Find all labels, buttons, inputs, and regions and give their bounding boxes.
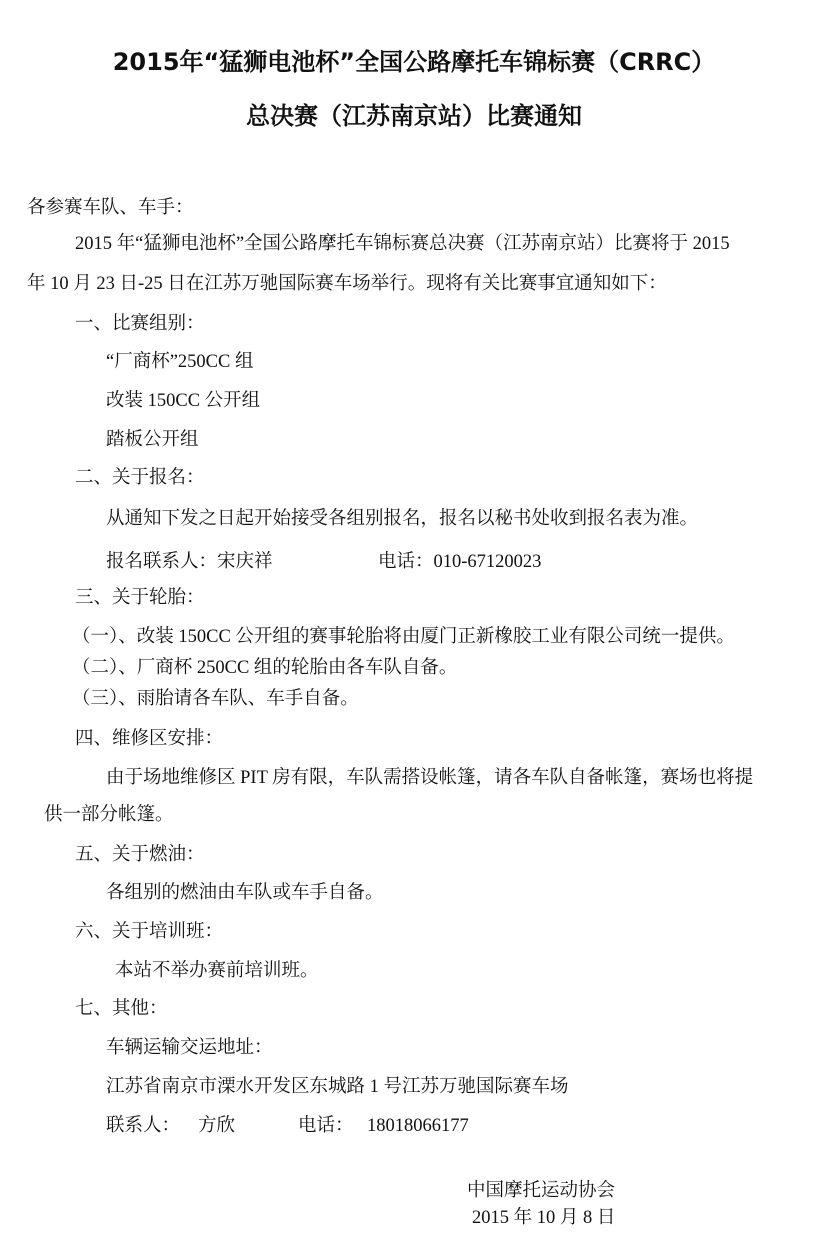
salutation: 各参赛车队、车手： xyxy=(27,198,194,218)
section7-contact-label: 联系人： xyxy=(106,1116,181,1136)
section1-item-2: 改装 150CC 公开组 xyxy=(106,391,261,411)
section3-heading: 三、关于轮胎： xyxy=(75,588,205,608)
section2-contact: 报名联系人：宋庆祥 xyxy=(106,552,273,572)
section1-item-3: 踏板公开组 xyxy=(106,430,199,450)
document-title-line1: 2015年“猛狮电池杯”全国公路摩托车锦标赛（CRRC） xyxy=(112,48,716,76)
intro-line-1: 2015 年“猛狮电池杯”全国公路摩托车锦标赛总决赛（江苏南京站）比赛将于 2015 xyxy=(75,234,730,254)
section7-contact-name: 方欣 xyxy=(198,1116,236,1136)
section3-item-2: （二）、厂商杯 250CC 组的轮胎由各车队自备。 xyxy=(72,658,458,678)
section3-item-1: （一）、改装 150CC 公开组的赛事轮胎将由厦门正新橡胶工业有限公司统一提供。 xyxy=(72,627,735,647)
section1-heading: 一、比赛组别： xyxy=(75,314,205,334)
section6-text: 本站不举办赛前培训班。 xyxy=(115,961,319,981)
section2-heading: 二、关于报名： xyxy=(75,468,205,488)
section7-phone-label: 电话： xyxy=(298,1116,354,1136)
section5-heading: 五、关于燃油： xyxy=(75,845,205,865)
section7-address: 江苏省南京市溧水开发区东城路 1 号江苏万驰国际赛车场 xyxy=(106,1077,569,1097)
section1-item-1: “厂商杯”250CC 组 xyxy=(106,352,254,372)
section3-item-3: （三）、雨胎请各车队、车手自备。 xyxy=(72,689,359,709)
signature-date: 2015 年 10 月 8 日 xyxy=(472,1208,616,1228)
intro-line-2: 年 10 月 23 日-25 日在江苏万驰国际赛车场举行。现将有关比赛事宜通知如下： xyxy=(27,274,667,294)
section4-text-line-2: 供一部分帐篷。 xyxy=(44,805,174,825)
section2-text: 从通知下发之日起开始接受各组别报名，报名以秘书处收到报名表为准。 xyxy=(106,509,699,529)
section7-transport-label: 车辆运输交运地址： xyxy=(106,1038,273,1058)
section6-heading: 六、关于培训班： xyxy=(75,922,224,942)
signature-org: 中国摩托运动协会 xyxy=(467,1181,616,1201)
section4-text-line-1: 由于场地维修区 PIT 房有限，车队需搭设帐篷，请各车队自备帐篷，赛场也将提 xyxy=(106,768,754,788)
section7-phone: 18018066177 xyxy=(367,1116,469,1136)
document-title-line2: 总决赛（江苏南京站）比赛通知 xyxy=(246,102,582,130)
section7-heading: 七、其他： xyxy=(75,999,168,1019)
section4-heading: 四、维修区安排： xyxy=(75,729,224,749)
section5-text: 各组别的燃油由车队或车手自备。 xyxy=(106,883,384,903)
section2-phone: 电话：010-67120023 xyxy=(378,552,542,572)
